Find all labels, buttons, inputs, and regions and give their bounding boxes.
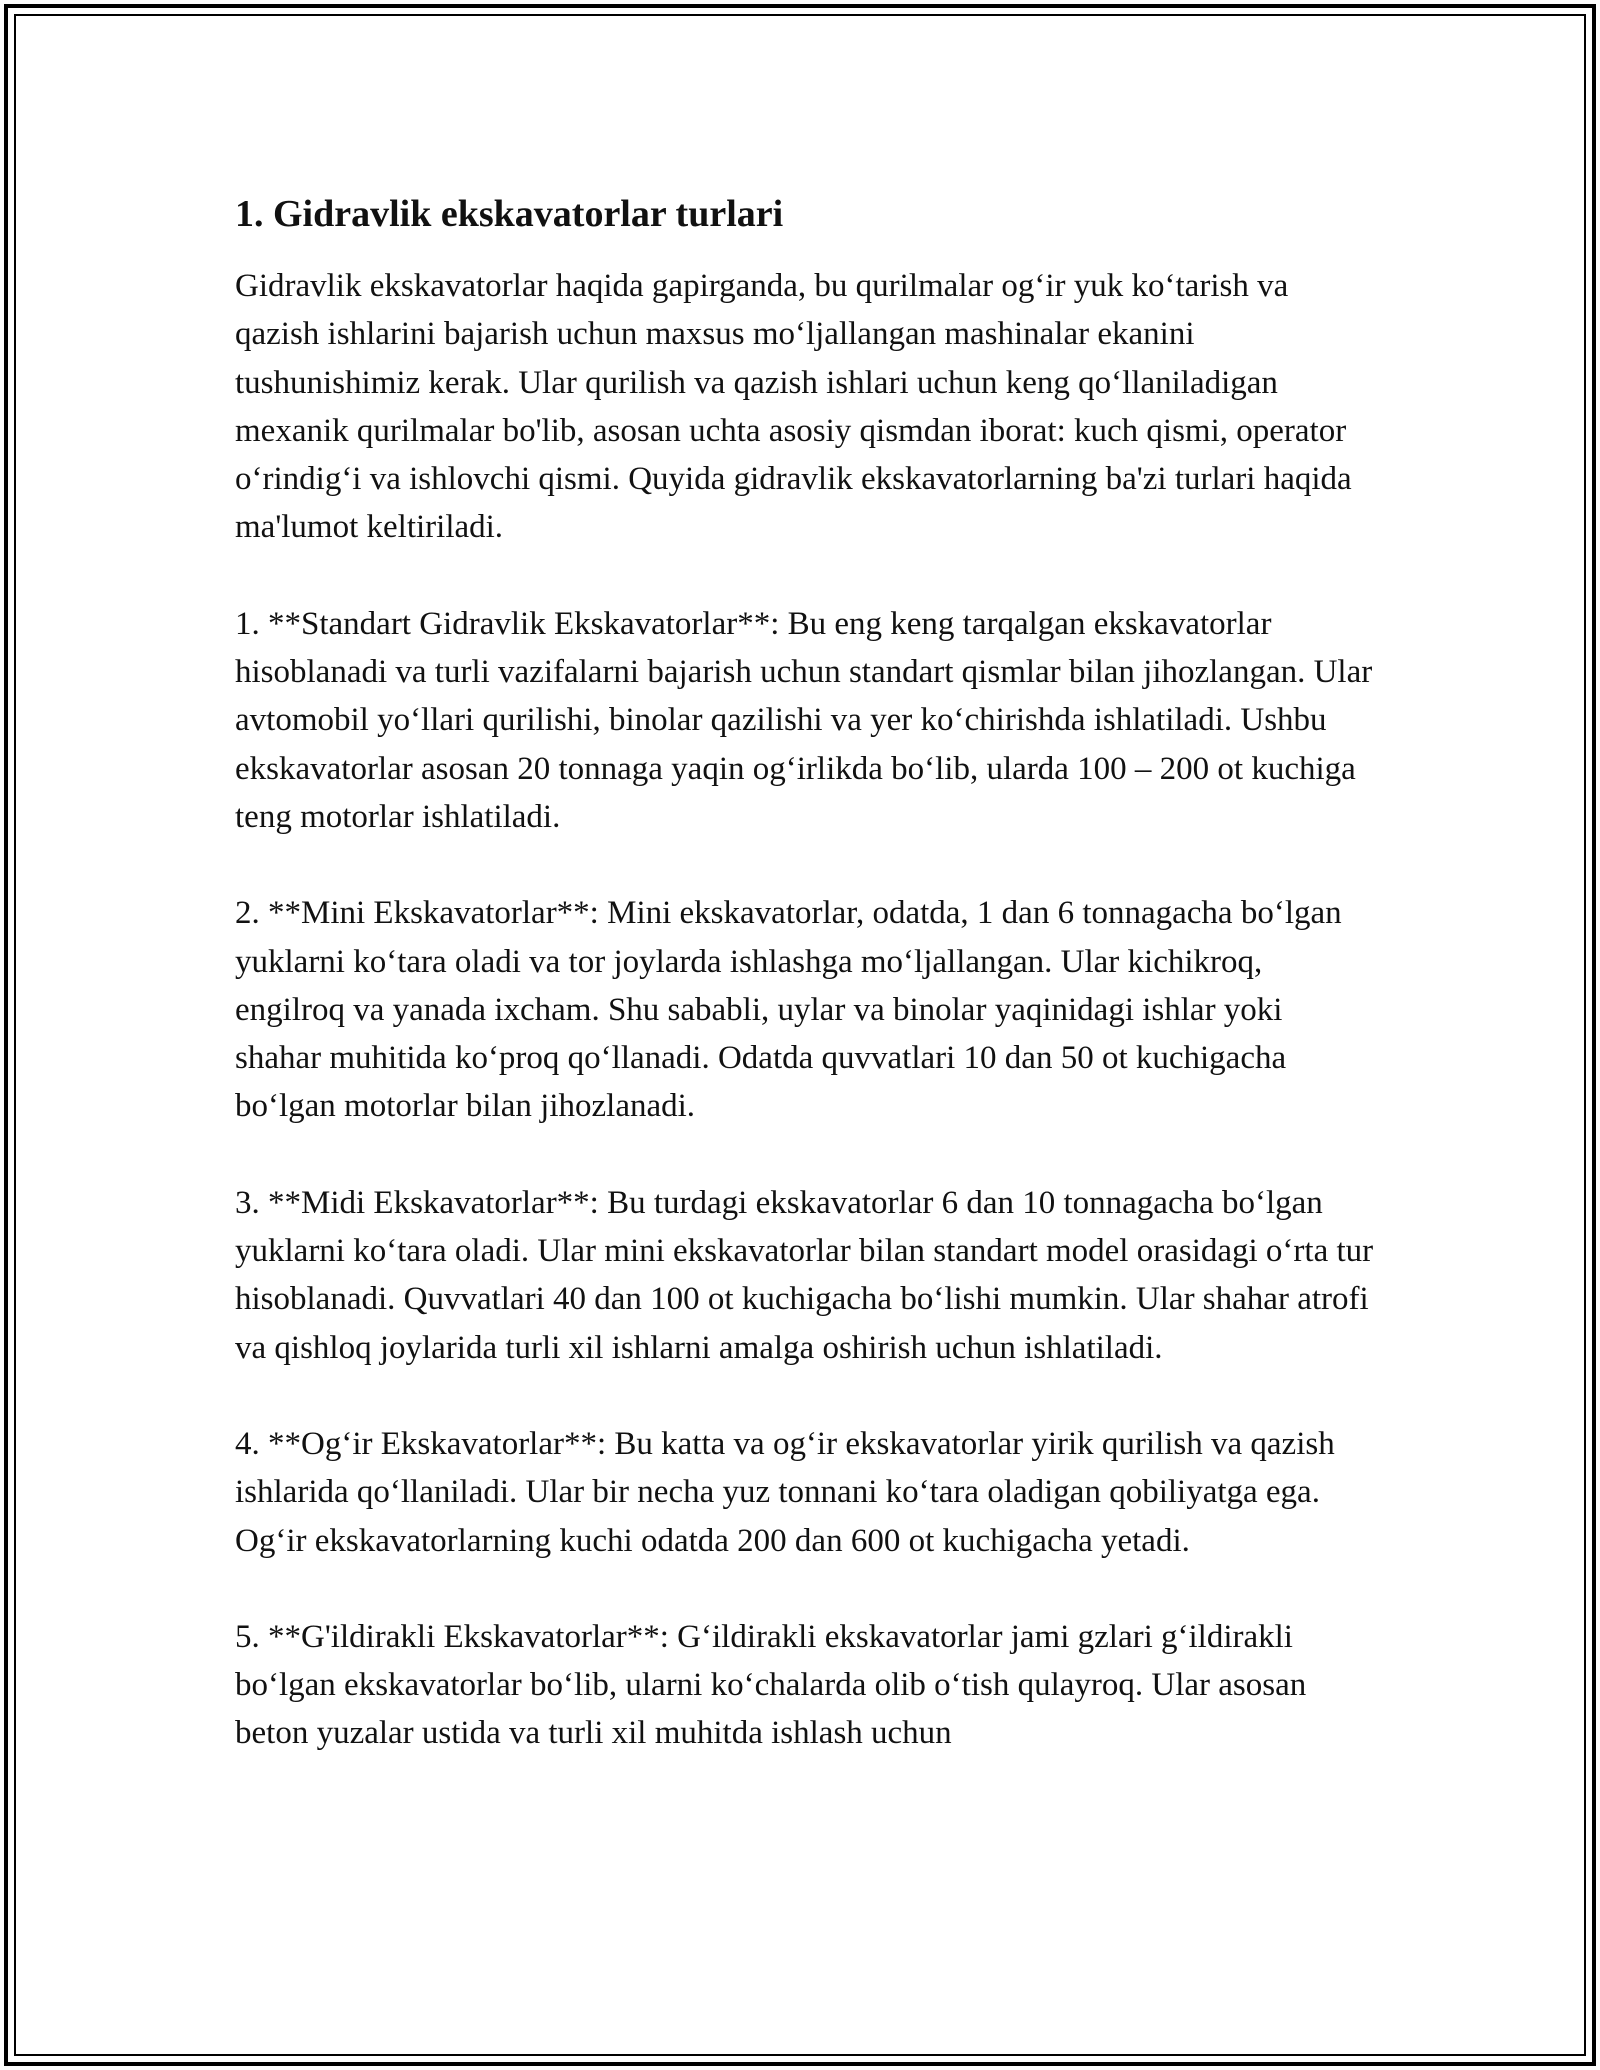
paragraph-mini-excavators: 2. **Mini Ekskavatorlar**: Mini ekskavatorlar, odatda, 1 dan 6 tonnagacha bo‘lgan yuklarni ko‘tara oladi va tor joylarda ishlashga mo‘ljallangan. Ular kichikroq, engilroq va yanada ixcham. Shu sababli, uylar va binolar yaqinidagi ishlar yoki shahar muhitida ko‘proq qo‘llanadi. Odatda quvvatlari 10 dan 50 ot kuchigacha bo‘lgan motorlar bilan jihozlanadi. — [235, 895, 1342, 1125]
paragraph-midi-excavators: 3. **Midi Ekskavatorlar**: Bu turdagi ekskavatorlar 6 dan 10 tonnagacha bo‘lgan yuklarni ko‘tara oladi. Ular mini ekskavatorlar bilan standart model orasidagi o‘rta tur hisoblanadi. Quvvatlari 40 dan 100 ot kuchigacha bo‘lishi mumkin. Ular shahar atrofi va qishloq joylarida turli xil ishlarni amalga oshirish uchun ishlatiladi. — [235, 1184, 1374, 1366]
intro-paragraph: Gidravlik ekskavatorlar haqida gapirganda, bu qurilmalar og‘ir yuk ko‘tarish va qazish ishlarini bajarish uchun maxsus mo‘ljallangan mashinalar ekanini tushunishimiz kerak. Ular qurilish va qazish ishlari uchun keng qo‘llaniladigan mexanik qurilmalar bo'lib, asosan uchta asosiy qismdan iborat: kuch qismi, operator o‘rindig‘i va ishlovchi qismi. Quyida gidravlik ekskavatorlarning ba'zi turlari haqida ma'lumot keltiriladi. — [235, 268, 1352, 546]
document-body — [235, 186, 1375, 1758]
section-heading: 1. Gidravlik ekskavatorlar turlari — [235, 193, 784, 235]
paragraph-heavy-excavators: 4. **Og‘ir Ekskavatorlar**: Bu katta va og‘ir ekskavatorlar yirik qurilish va qazish ishlarida qo‘llaniladi. Ular bir necha yuz tonnani ko‘tara oladigan qobiliyatga ega. Og‘ir ekskavatorlarning kuchi odatda 200 dan 600 ot kuchigacha yetadi. — [235, 1425, 1335, 1559]
paragraph-wheeled-excavators: 5. **G'ildirakli Ekskavatorlar**: G‘ildirakli ekskavatorlar jami gzlari g‘ildirakli bo‘lgan ekskavatorlar bo‘lib, ularni ko‘chalarda olib o‘tish qulayroq. Ular asosan beton yuzalar ustida va turli xil muhitda ishlash uchun — [235, 1618, 1307, 1752]
paragraph-standard-excavators: 1. **Standart Gidravlik Ekskavatorlar**: Bu eng keng tarqalgan ekskavatorlar hisoblanadi va turli vazifalarni bajarish uchun standart qismlar bilan jihozlangan. Ular avtomobil yo‘llari qurilishi, binolar qazilishi va yer ko‘chirishda ishlatiladi. Ushbu ekskavatorlar asosan 20 tonnaga yaqin og‘irlikda bo‘lib, ularda 100 – 200 ot kuchiga teng motorlar ishlatiladi. — [235, 605, 1373, 835]
